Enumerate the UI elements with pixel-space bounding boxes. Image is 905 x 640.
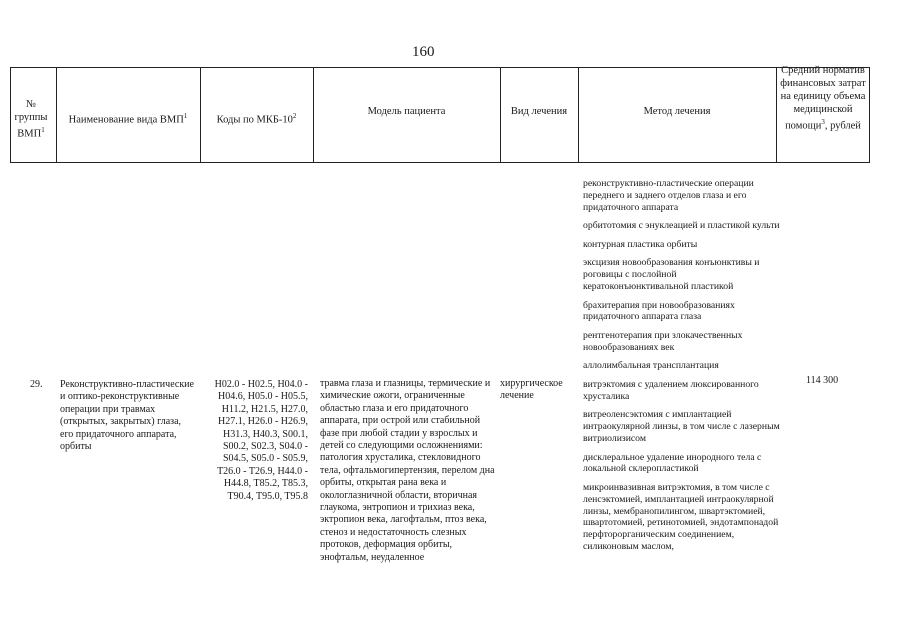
header-group-number: № группы ВМП$^1$ [14,99,48,140]
patient-model: травма глаза и глазницы, термические и химические ожоги, ограниченные областью глаза и его придаточного аппарата, при острой или стабильной фазе при любой стадии у взрослых и детей со следующими осложнениями: патология хрусталика, стекловидного тела, офтальмогипертензия, перелом дна орбиты, открытая рана века и окологлазничной области, вторичная глаукома, энтропион и трихиаз века, эктропион века, лагофтальм, птоз века, стеноз и недостаточность слезных протоков, деформация орбиты, энофтальм, неудаленное [320,378,495,563]
header-treatment-type: Вид лечения [510,106,568,117]
treatment-method: орбитотомия с энуклеацией и пластикой культи [583,220,780,232]
treatment-method: витреоленсэктомия с имплантацией интраокулярной линзы, в том числе с лазерным витриолизисом [583,409,780,444]
treatment-method: дисклеральное удаление инородного тела с локальной склеропластикой [583,451,762,475]
average-cost: 114 300 [806,375,839,386]
treatment-method: брахитерапия при новообразованиях придаточного аппарата глаза [583,299,735,323]
column-rule [500,67,501,162]
group-number: 29. [30,379,43,390]
icd-codes: H02.0 - H02.5, H04.0 - H04.6, H05.0 - H05.5, H11.2, H21.5, H27.0, H27.1, H26.0 - H26.9, H31.3, H40.3, S00.1, S00.2, S02.3, S04.0 - S04.5, S05.0 - S05.9, T26.0 - T26.9, H44.0 - H44.8, T85.2, T85.3, T90.4, T95.0, T95.8 [214,379,308,502]
header-average-cost: Средний норматив финансовых затрат на единицу объема медицинской помощи$^3$, рублей [780,65,866,132]
column-rule [10,67,11,162]
column-rule [776,67,777,162]
column-rule [56,67,57,162]
column-rule [313,67,314,162]
treatment-method: реконструктивно-пластические операции переднего и заднего отделов глаза и его придаточного аппарата [583,178,754,213]
treatment-type: хирургическое лечение [500,378,563,402]
header-treatment-method: Метод лечения [643,106,711,117]
treatment-method: аллолимбальная трансплантация [583,360,719,372]
treatment-method: контурная пластика орбиты [583,238,698,250]
treatment-method: микроинвазивная витрэктомия, в том числе с ленсэктомией, имплантацией интраокулярной линзы, мембранопилингом, швартэктомией, швартотомией, ретинотомией, эндотампонадой перфторорганическим соединением, силиконовым маслом, [583,481,779,552]
header-icd-codes: Коды по МКБ-$10^2$ [216,112,297,126]
page-number: 160 [412,44,435,60]
header-bottom-rule [10,162,870,163]
column-rule [578,67,579,162]
column-rule [200,67,201,162]
treatment-method: витрэктомия с удалением люксированного хрусталика [583,378,759,402]
treatment-method: рентгенотерапия при злокачественных новообразованиях век [583,329,743,353]
vmp-name: Реконструктивно-пластические и оптико-реконструктивные операции при травмах (открытых, закрытых) глаза, его придаточного аппарата, орбиты [60,379,194,453]
treatment-methods-list [583,178,783,559]
header-vmp-name: Наименование вида ВМП$^1$ [68,112,188,126]
column-rule [869,67,870,162]
header-patient-model: Модель пациента [367,106,446,117]
treatment-method: эксцизия новообразования конъюнктивы и роговицы с послойной кератоконъюнктивальной пластикой [583,257,760,292]
header-top-rule [10,67,870,68]
